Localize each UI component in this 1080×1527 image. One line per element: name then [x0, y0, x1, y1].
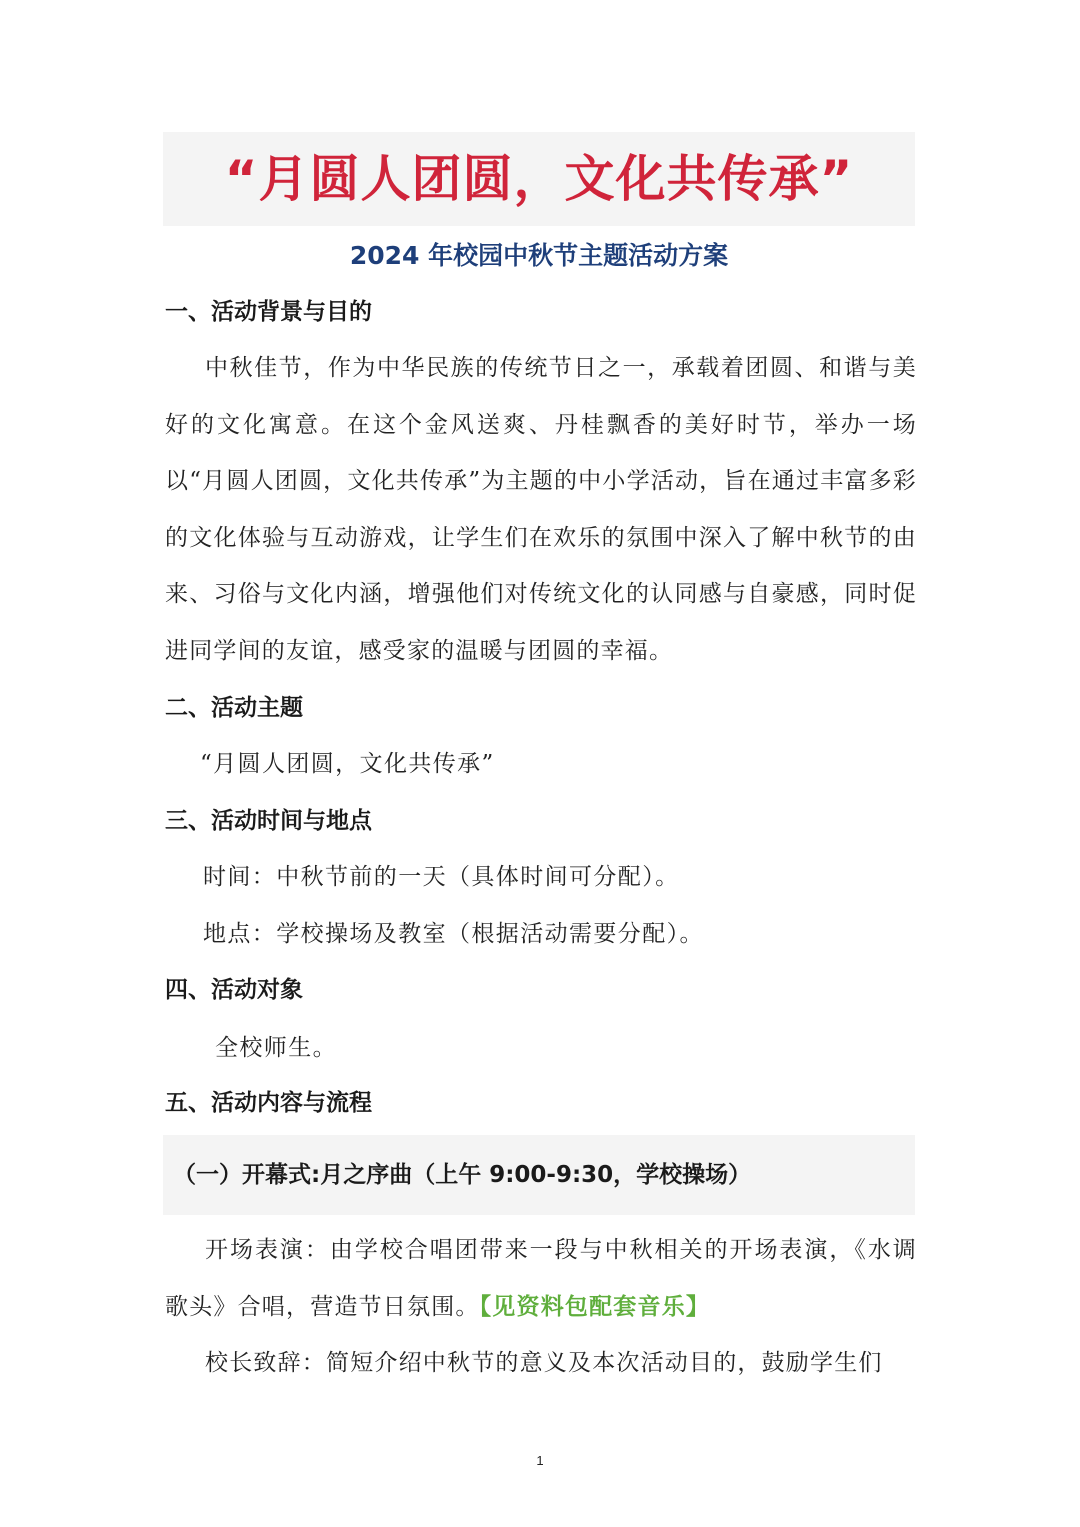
- performance-text: 开场表演：由学校合唱团带来一段与中秋相关的开场表演，《水调歌头》合唱，营造节日氛围。: [165, 1237, 917, 1320]
- performance-paragraph: [165, 1222, 917, 1335]
- page-number: 1: [536, 1453, 544, 1468]
- target-text: 全校师生。: [215, 1035, 337, 1061]
- resource-link[interactable]: 【见资料包配套音乐】: [479, 1292, 711, 1320]
- section-heading-target: 四、活动对象: [165, 977, 303, 1003]
- speech-paragraph: 校长致辞：简短介绍中秋节的意义及本次活动目的，鼓励学生们: [205, 1350, 883, 1376]
- page-title: “月圆人团圆，文化共传承”: [224, 150, 854, 208]
- section-heading-time-place: 三、活动时间与地点: [165, 808, 372, 834]
- section-heading-background: 一、活动背景与目的: [165, 299, 372, 325]
- section-heading-content: 五、活动内容与流程: [165, 1090, 372, 1116]
- subsection-heading-opening: （一）开幕式:月之序曲（上午 9:00-9:30，学校操场）: [173, 1162, 752, 1188]
- section-heading-theme: 二、活动主题: [165, 695, 303, 721]
- theme-text: “月圆人团圆，文化共传承”: [200, 751, 495, 777]
- page-subtitle: 2024 年校园中秋节主题活动方案: [349, 241, 729, 270]
- place-text: 地点：学校操场及教室（根据活动需要分配）。: [203, 921, 704, 947]
- time-text: 时间：中秋节前的一天（具体时间可分配）。: [203, 864, 680, 890]
- background-paragraph: 中秋佳节，作为中华民族的传统节日之一，承载着团圆、和谐与美好的文化寓意。在这个金风送爽、丹桂飘香的美好时节，举办一场以“月圆人团圆，文化共传承”为主题的中小学活动，旨在通过丰富多彩的文化体验与互动游戏，让学生们在欢乐的氛围中深入了解中秋节的由来、习俗与文化内涵，增强他们对传统文化的认同感与自豪感，同时促进同学间的友谊，感受家的温暖与团圆的幸福。: [165, 355, 917, 664]
